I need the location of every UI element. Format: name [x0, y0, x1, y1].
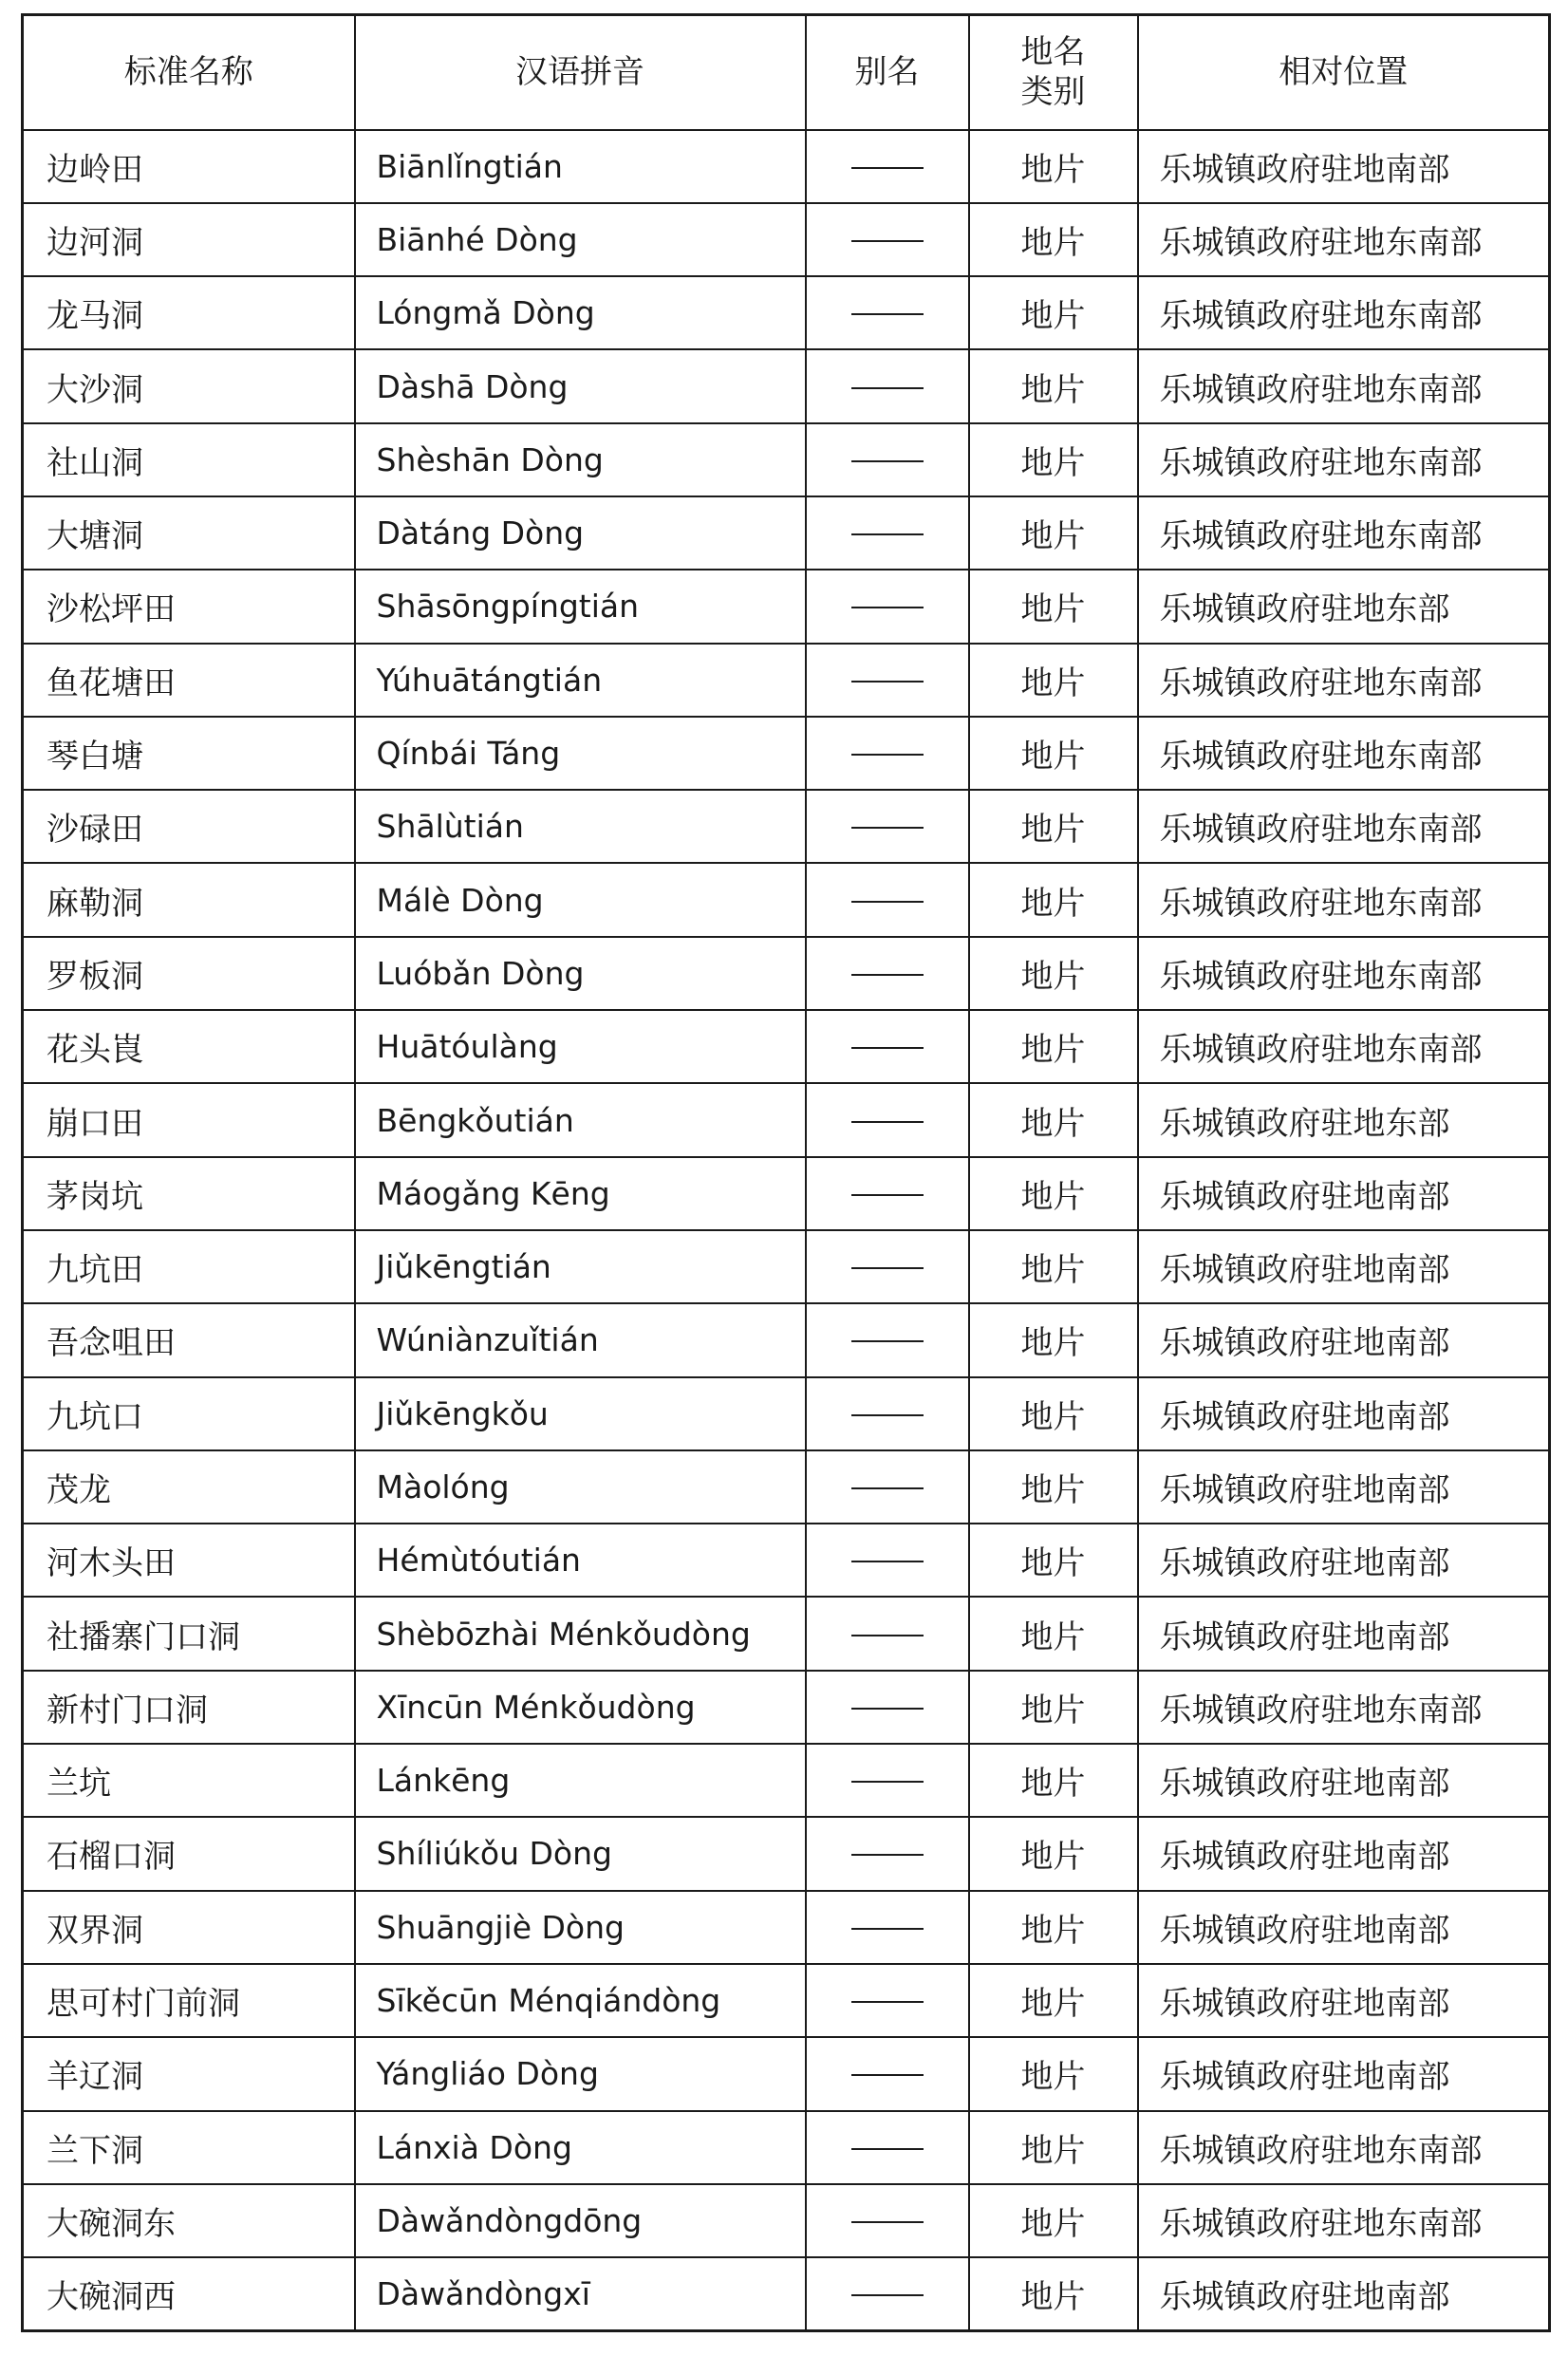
- cell-alias: [806, 570, 969, 643]
- cell-standard-name: 麻勒洞: [23, 863, 355, 936]
- cell-alias: [806, 276, 969, 349]
- header-standard-name: 标准名称: [23, 15, 355, 130]
- alias-dash: [851, 1121, 924, 1123]
- table-body: [23, 130, 1550, 2331]
- table-row: [23, 937, 1550, 1010]
- cell-pinyin: Biānlǐngtián: [355, 130, 806, 203]
- cell-place-type: 地片: [969, 1817, 1138, 1890]
- cell-alias: [806, 2257, 969, 2330]
- cell-pinyin: Màolóng: [355, 1450, 806, 1524]
- cell-standard-name: 边河洞: [23, 203, 355, 276]
- table-row: [23, 2111, 1550, 2184]
- cell-pinyin: Biānhé Dòng: [355, 203, 806, 276]
- header-place-type: [969, 15, 1138, 130]
- table-row: [23, 790, 1550, 863]
- cell-standard-name: 边岭田: [23, 130, 355, 203]
- cell-standard-name: 兰坑: [23, 1744, 355, 1817]
- cell-relative-position: 乐城镇政府驻地南部: [1138, 1964, 1550, 2037]
- alias-dash: [851, 1414, 924, 1416]
- cell-standard-name: 大沙洞: [23, 349, 355, 422]
- cell-relative-position: 乐城镇政府驻地南部: [1138, 1744, 1550, 1817]
- cell-place-type: 地片: [969, 2037, 1138, 2110]
- cell-place-type: 地片: [969, 1524, 1138, 1597]
- cell-alias: [806, 1671, 969, 1744]
- cell-alias: [806, 1377, 969, 1450]
- cell-standard-name: 九坑田: [23, 1230, 355, 1303]
- cell-pinyin: Bēngkǒutián: [355, 1083, 806, 1156]
- alias-dash: [851, 313, 924, 315]
- header-relative-position: 相对位置: [1138, 15, 1550, 130]
- cell-place-type: 地片: [969, 1083, 1138, 1156]
- alias-dash: [851, 460, 924, 462]
- cell-relative-position: 乐城镇政府驻地南部: [1138, 2037, 1550, 2110]
- cell-standard-name: 琴白塘: [23, 717, 355, 790]
- cell-standard-name: 新村门口洞: [23, 1671, 355, 1744]
- cell-alias: [806, 863, 969, 936]
- cell-pinyin: Lánkēng: [355, 1744, 806, 1817]
- alias-dash: [851, 1854, 924, 1856]
- cell-alias: [806, 1230, 969, 1303]
- cell-place-type: 地片: [969, 423, 1138, 496]
- cell-pinyin: Shāsōngpíngtián: [355, 570, 806, 643]
- cell-alias: [806, 1010, 969, 1083]
- cell-place-type: 地片: [969, 1891, 1138, 1964]
- cell-standard-name: 大塘洞: [23, 496, 355, 570]
- table-row: [23, 1744, 1550, 1817]
- cell-pinyin: Lánxià Dòng: [355, 2111, 806, 2184]
- cell-standard-name: 羊辽洞: [23, 2037, 355, 2110]
- alias-dash: [851, 2074, 924, 2076]
- table-row: [23, 717, 1550, 790]
- cell-alias: [806, 2037, 969, 2110]
- cell-relative-position: 乐城镇政府驻地东部: [1138, 570, 1550, 643]
- cell-alias: [806, 717, 969, 790]
- alias-dash: [851, 387, 924, 389]
- alias-dash: [851, 1635, 924, 1636]
- table-row: [23, 276, 1550, 349]
- cell-standard-name: 双界洞: [23, 1891, 355, 1964]
- cell-pinyin: Shíliúkǒu Dòng: [355, 1817, 806, 1890]
- cell-pinyin: Luóbǎn Dòng: [355, 937, 806, 1010]
- cell-relative-position: 乐城镇政府驻地东南部: [1138, 496, 1550, 570]
- cell-pinyin: Máogǎng Kēng: [355, 1157, 806, 1230]
- cell-alias: [806, 790, 969, 863]
- cell-place-type: 地片: [969, 1230, 1138, 1303]
- cell-standard-name: 花头崀: [23, 1010, 355, 1083]
- cell-place-type: 地片: [969, 1744, 1138, 1817]
- cell-relative-position: 乐城镇政府驻地南部: [1138, 2257, 1550, 2330]
- cell-place-type: 地片: [969, 1964, 1138, 2037]
- cell-alias: [806, 130, 969, 203]
- alias-dash: [851, 2221, 924, 2223]
- cell-relative-position: 乐城镇政府驻地南部: [1138, 1597, 1550, 1670]
- cell-alias: [806, 2111, 969, 2184]
- cell-place-type: 地片: [969, 790, 1138, 863]
- cell-alias: [806, 1157, 969, 1230]
- cell-place-type: 地片: [969, 203, 1138, 276]
- alias-dash: [851, 1928, 924, 1930]
- table-row: [23, 1157, 1550, 1230]
- table-row: [23, 496, 1550, 570]
- cell-alias: [806, 1597, 969, 1670]
- table-row: [23, 570, 1550, 643]
- cell-relative-position: 乐城镇政府驻地南部: [1138, 1524, 1550, 1597]
- cell-relative-position: 乐城镇政府驻地东南部: [1138, 2184, 1550, 2257]
- cell-place-type: 地片: [969, 130, 1138, 203]
- alias-dash: [851, 2294, 924, 2296]
- cell-pinyin: Málè Dòng: [355, 863, 806, 936]
- cell-place-type: 地片: [969, 1303, 1138, 1376]
- header-place-type-line2: 类别: [1020, 73, 1086, 112]
- cell-relative-position: 乐城镇政府驻地东南部: [1138, 423, 1550, 496]
- cell-relative-position: 乐城镇政府驻地东南部: [1138, 1010, 1550, 1083]
- cell-standard-name: 崩口田: [23, 1083, 355, 1156]
- alias-dash: [851, 2148, 924, 2150]
- header-place-type-line1: 地名: [1020, 32, 1086, 71]
- cell-alias: [806, 1524, 969, 1597]
- cell-pinyin: Lóngmǎ Dòng: [355, 276, 806, 349]
- alias-dash: [851, 754, 924, 756]
- table-row: [23, 130, 1550, 203]
- cell-place-type: 地片: [969, 1671, 1138, 1744]
- table-row: [23, 2184, 1550, 2257]
- alias-dash: [851, 901, 924, 903]
- place-name-table-container: [21, 13, 1548, 2332]
- cell-place-type: 地片: [969, 1450, 1138, 1524]
- cell-relative-position: 乐城镇政府驻地东南部: [1138, 937, 1550, 1010]
- table-row: [23, 1450, 1550, 1524]
- table-row: [23, 1891, 1550, 1964]
- cell-alias: [806, 1744, 969, 1817]
- cell-place-type: 地片: [969, 276, 1138, 349]
- cell-pinyin: Hémùtóutián: [355, 1524, 806, 1597]
- cell-relative-position: 乐城镇政府驻地南部: [1138, 1303, 1550, 1376]
- cell-relative-position: 乐城镇政府驻地东南部: [1138, 2111, 1550, 2184]
- cell-standard-name: 社播寨门口洞: [23, 1597, 355, 1670]
- cell-relative-position: 乐城镇政府驻地东南部: [1138, 790, 1550, 863]
- cell-standard-name: 鱼花塘田: [23, 644, 355, 717]
- alias-dash: [851, 1194, 924, 1196]
- table-row: [23, 423, 1550, 496]
- table-row: [23, 1230, 1550, 1303]
- cell-alias: [806, 937, 969, 1010]
- cell-pinyin: Wúniànzuǐtián: [355, 1303, 806, 1376]
- table-row: [23, 1303, 1550, 1376]
- cell-standard-name: 茅岗坑: [23, 1157, 355, 1230]
- cell-standard-name: 九坑口: [23, 1377, 355, 1450]
- cell-relative-position: 乐城镇政府驻地南部: [1138, 1230, 1550, 1303]
- cell-relative-position: 乐城镇政府驻地东南部: [1138, 644, 1550, 717]
- cell-alias: [806, 1083, 969, 1156]
- cell-standard-name: 大碗洞西: [23, 2257, 355, 2330]
- cell-place-type: 地片: [969, 863, 1138, 936]
- table-header: [23, 15, 1550, 130]
- table-row: [23, 1817, 1550, 1890]
- cell-alias: [806, 2184, 969, 2257]
- cell-place-type: 地片: [969, 644, 1138, 717]
- cell-alias: [806, 1303, 969, 1376]
- cell-relative-position: 乐城镇政府驻地东南部: [1138, 203, 1550, 276]
- cell-pinyin: Dàwǎndòngdōng: [355, 2184, 806, 2257]
- cell-place-type: 地片: [969, 570, 1138, 643]
- cell-relative-position: 乐城镇政府驻地南部: [1138, 130, 1550, 203]
- cell-place-type: 地片: [969, 2257, 1138, 2330]
- alias-dash: [851, 240, 924, 242]
- cell-relative-position: 乐城镇政府驻地东南部: [1138, 349, 1550, 422]
- alias-dash: [851, 827, 924, 829]
- cell-place-type: 地片: [969, 496, 1138, 570]
- cell-place-type: 地片: [969, 1597, 1138, 1670]
- cell-standard-name: 石榴口洞: [23, 1817, 355, 1890]
- alias-dash: [851, 681, 924, 682]
- cell-pinyin: Dàwǎndòngxī: [355, 2257, 806, 2330]
- cell-pinyin: Yúhuātángtián: [355, 644, 806, 717]
- cell-relative-position: 乐城镇政府驻地南部: [1138, 1450, 1550, 1524]
- cell-standard-name: 茂龙: [23, 1450, 355, 1524]
- cell-pinyin: Xīncūn Ménkǒudòng: [355, 1671, 806, 1744]
- cell-alias: [806, 644, 969, 717]
- table-row: [23, 1597, 1550, 1670]
- cell-pinyin: Qínbái Táng: [355, 717, 806, 790]
- alias-dash: [851, 1340, 924, 1342]
- table-row: [23, 1671, 1550, 1744]
- header-alias: 别名: [806, 15, 969, 130]
- table-row: [23, 1964, 1550, 2037]
- table-row: [23, 203, 1550, 276]
- cell-pinyin: Shèshān Dòng: [355, 423, 806, 496]
- header-pinyin: 汉语拼音: [355, 15, 806, 130]
- cell-standard-name: 吾念咀田: [23, 1303, 355, 1376]
- cell-alias: [806, 349, 969, 422]
- cell-place-type: 地片: [969, 1157, 1138, 1230]
- table-row: [23, 349, 1550, 422]
- cell-pinyin: Jiǔkēngtián: [355, 1230, 806, 1303]
- cell-place-type: 地片: [969, 2184, 1138, 2257]
- cell-standard-name: 社山洞: [23, 423, 355, 496]
- alias-dash: [851, 607, 924, 608]
- cell-place-type: 地片: [969, 1010, 1138, 1083]
- cell-pinyin: Dàshā Dòng: [355, 349, 806, 422]
- cell-relative-position: 乐城镇政府驻地东南部: [1138, 276, 1550, 349]
- alias-dash: [851, 2001, 924, 2003]
- cell-pinyin: Shuāngjiè Dòng: [355, 1891, 806, 1964]
- alias-dash: [851, 167, 924, 169]
- cell-place-type: 地片: [969, 349, 1138, 422]
- cell-place-type: 地片: [969, 937, 1138, 1010]
- cell-alias: [806, 496, 969, 570]
- table-row: [23, 2257, 1550, 2330]
- cell-relative-position: 乐城镇政府驻地南部: [1138, 1157, 1550, 1230]
- cell-place-type: 地片: [969, 2111, 1138, 2184]
- cell-pinyin: Shālùtián: [355, 790, 806, 863]
- table-row: [23, 863, 1550, 936]
- cell-alias: [806, 1817, 969, 1890]
- place-name-table: [21, 13, 1551, 2332]
- table-row: [23, 2037, 1550, 2110]
- alias-dash: [851, 533, 924, 535]
- alias-dash: [851, 1267, 924, 1269]
- cell-alias: [806, 1891, 969, 1964]
- table-row: [23, 1083, 1550, 1156]
- alias-dash: [851, 1487, 924, 1489]
- table-row: [23, 1524, 1550, 1597]
- alias-dash: [851, 1708, 924, 1710]
- table-row: [23, 1010, 1550, 1083]
- cell-standard-name: 沙碌田: [23, 790, 355, 863]
- cell-alias: [806, 423, 969, 496]
- cell-pinyin: Dàtáng Dòng: [355, 496, 806, 570]
- cell-alias: [806, 1450, 969, 1524]
- cell-pinyin: Sīkěcūn Ménqiándòng: [355, 1964, 806, 2037]
- alias-dash: [851, 1561, 924, 1562]
- alias-dash: [851, 974, 924, 976]
- cell-relative-position: 乐城镇政府驻地东南部: [1138, 1671, 1550, 1744]
- cell-standard-name: 罗板洞: [23, 937, 355, 1010]
- cell-place-type: 地片: [969, 717, 1138, 790]
- cell-alias: [806, 1964, 969, 2037]
- alias-dash: [851, 1047, 924, 1049]
- cell-standard-name: 兰下洞: [23, 2111, 355, 2184]
- cell-relative-position: 乐城镇政府驻地东南部: [1138, 863, 1550, 936]
- cell-standard-name: 沙松坪田: [23, 570, 355, 643]
- cell-relative-position: 乐城镇政府驻地南部: [1138, 1891, 1550, 1964]
- cell-standard-name: 龙马洞: [23, 276, 355, 349]
- alias-dash: [851, 1781, 924, 1783]
- cell-relative-position: 乐城镇政府驻地东南部: [1138, 717, 1550, 790]
- cell-place-type: 地片: [969, 1377, 1138, 1450]
- table-row: [23, 644, 1550, 717]
- cell-relative-position: 乐城镇政府驻地南部: [1138, 1377, 1550, 1450]
- cell-relative-position: 乐城镇政府驻地南部: [1138, 1817, 1550, 1890]
- cell-relative-position: 乐城镇政府驻地东部: [1138, 1083, 1550, 1156]
- cell-alias: [806, 203, 969, 276]
- cell-pinyin: Shèbōzhài Ménkǒudòng: [355, 1597, 806, 1670]
- table-row: [23, 1377, 1550, 1450]
- header-row: [23, 15, 1550, 130]
- cell-pinyin: Jiǔkēngkǒu: [355, 1377, 806, 1450]
- cell-standard-name: 大碗洞东: [23, 2184, 355, 2257]
- cell-pinyin: Huātóulàng: [355, 1010, 806, 1083]
- cell-pinyin: Yángliáo Dòng: [355, 2037, 806, 2110]
- cell-standard-name: 思可村门前洞: [23, 1964, 355, 2037]
- cell-standard-name: 河木头田: [23, 1524, 355, 1597]
